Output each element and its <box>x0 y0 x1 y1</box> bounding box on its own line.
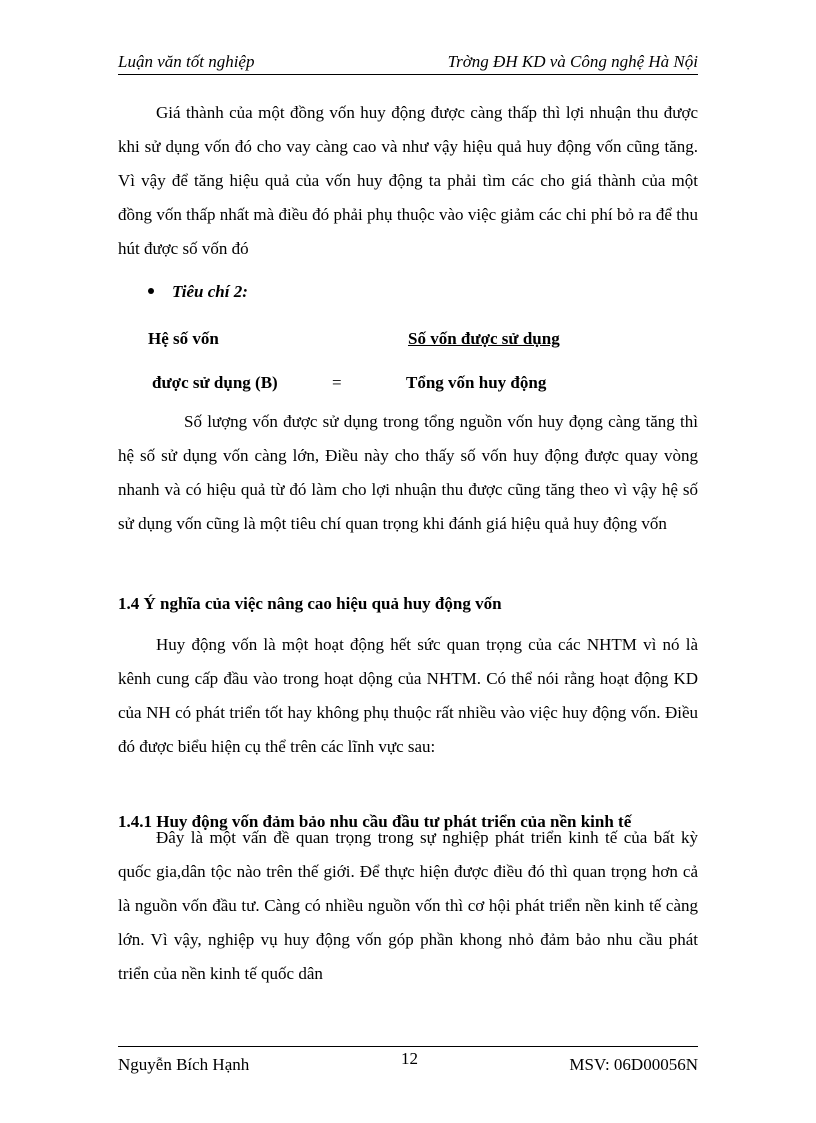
formula-numerator: Số vốn được sử dụng <box>408 329 560 348</box>
page-header <box>118 52 698 75</box>
criterion-bullet <box>148 282 248 302</box>
paragraph-text: Giá thành của một đồng vốn huy động được càng thấp thì lợi nhuận thu được khi sử dụng vốn đó cho vay càng cao và như vậy hiệu quả huy động vốn cũng tăng. Vì vậy để tăng hiệu quả của vốn huy động ta phải tìm các cho giá thành của một đồng vốn thấp nhất mà điều đó phải phụ thuộc vào việc giảm các chi phí bỏ ra để thu hút được số vốn đó <box>118 103 698 258</box>
paragraph-cost-of-capital <box>118 96 698 266</box>
formula-lhs-line1: Hệ số vốn <box>148 329 219 348</box>
section-heading-1-4-1: 1.4.1 Huy động vốn đảm bảo nhu cầu đầu tư phát triển của nền kinh tế <box>118 812 632 831</box>
paragraph-text: Số lượng vốn được sử dụng trong tổng nguồn vốn huy đọng càng tăng thì hệ số sử dụng vốn càng lớn, Điều này cho thấy số vốn huy động được quay vòng nhanh và có hiệu quả từ đó làm cho lợi nhuận thu được cũng tăng theo vì vậy hệ số sử dụng vốn cũng là một tiêu chí quan trọng khi đánh giá hiệu quả huy động vốn <box>118 412 698 533</box>
paragraph-text: Đây là một vấn đề quan trọng trong sự nghiệp phát triển kinh tế của bất kỳ quốc gia,dân tộc nào trên thế giới. Để thực hiện được điều đó thì quan trọng hơn cả là nguồn vốn đầu tư. Càng có nhiều nguồn vốn thì cơ hội phát triển nền kinh tế càng lớn. Vì vậy, nghiệp vụ huy động vốn góp phần khong nhỏ đảm bảo nhu cầu phát triển của nền kinh tế quốc dân <box>118 828 698 983</box>
page-footer <box>118 1046 698 1077</box>
paragraph-investment-needs <box>118 821 698 991</box>
header-thesis-label: Luận văn tốt nghiệp <box>118 52 255 71</box>
paragraph-capital-usage <box>118 405 698 541</box>
formula-denominator: Tổng vốn huy động <box>406 373 547 392</box>
paragraph-significance <box>118 628 698 764</box>
section-heading-1-4: 1.4 Ý nghĩa của việc nâng cao hiệu quả huy động vốn <box>118 594 502 613</box>
paragraph-text: Huy động vốn là một hoạt động hết sức quan trọng của các NHTM vì nó là kênh cung cấp đầu vào trong hoạt dộng của NHTM. Có thể nói rằng hoạt động KD của NH có phát triển tốt hay không phụ thuộc rất nhiều vào việc huy động vốn. Điều đó được biểu hiện cụ thể trên các lĩnh vực sau: <box>118 635 698 756</box>
page-number: 12 <box>401 1049 418 1068</box>
criterion-label: Tiêu chí 2: <box>172 282 248 301</box>
formula-equals: = <box>332 373 342 392</box>
bullet-icon <box>148 288 154 294</box>
formula-lhs-line2: được sử dụng (B) <box>152 373 278 392</box>
footer-author: Nguyễn Bích Hạnh <box>118 1055 250 1074</box>
footer-student-id: MSV: 06D00056N <box>569 1055 698 1074</box>
header-university: Trờng ĐH KD và Công nghệ Hà Nội <box>447 52 698 71</box>
